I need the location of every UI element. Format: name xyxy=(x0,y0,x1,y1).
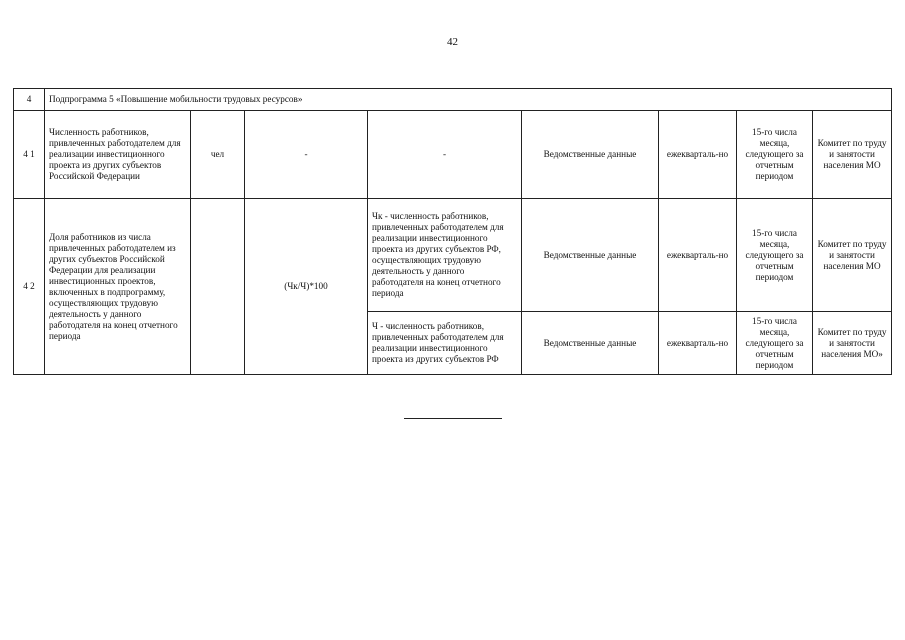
data-source: Ведомственные данные xyxy=(522,312,659,375)
subprogram-row xyxy=(14,89,892,111)
row-number: 4 2 xyxy=(14,199,45,375)
responsible: Комитет по труду и занятости населения МО xyxy=(813,111,892,199)
unit: чел xyxy=(191,111,245,199)
data-source: Ведомственные данные xyxy=(522,111,659,199)
indicator-description: Ч - численность работников, привлеченных работодателем для реализации инвестиционного проекта из других субъектов РФ xyxy=(368,312,522,375)
unit xyxy=(191,199,245,375)
page-number: 42 xyxy=(447,36,458,48)
deadline: 15-го числа месяца, следующего за отчетным периодом xyxy=(737,199,813,312)
data-source: Ведомственные данные xyxy=(522,199,659,312)
indicator-description: - xyxy=(368,111,522,199)
responsible: Комитет по труду и занятости населения МО» xyxy=(813,312,892,375)
frequency: ежекварталь-но xyxy=(659,111,737,199)
deadline: 15-го числа месяца, следующего за отчетным периодом xyxy=(737,312,813,375)
subprogram-number: 4 xyxy=(14,89,45,111)
responsible: Комитет по труду и занятости населения МО xyxy=(813,199,892,312)
row-number: 4 1 xyxy=(14,111,45,199)
indicator-name: Численность работников, привлеченных работодателем для реализации инвестиционного проекта из других субъектов Российской Федерации xyxy=(45,111,191,199)
frequency: ежекварталь-но xyxy=(659,312,737,375)
frequency: ежекварталь-но xyxy=(659,199,737,312)
closing-rule xyxy=(404,418,502,419)
indicator-description: Чк - численность работников, привлеченных работодателем для реализации инвестиционного проекта из других субъектов РФ, осуществляющих трудовую деятельность у данного работодателя на конец отчетного периода xyxy=(368,199,522,312)
indicator-name: Доля работников из числа привлеченных работодателем из других субъектов Российской Федерации для реализации инвестиционных проектов, включенных в подпрограмму, осуществляющих трудовую деятельность у данного работодателя на конец отчетного периода xyxy=(45,199,191,375)
table-row xyxy=(14,111,892,199)
subprogram-title: Подпрограмма 5 «Повышение мобильности трудовых ресурсов» xyxy=(45,89,892,111)
formula: (Чк/Ч)*100 xyxy=(245,199,368,375)
formula: - xyxy=(245,111,368,199)
indicators-table xyxy=(13,88,892,375)
deadline: 15-го числа месяца, следующего за отчетным периодом xyxy=(737,111,813,199)
table-row xyxy=(14,199,892,312)
